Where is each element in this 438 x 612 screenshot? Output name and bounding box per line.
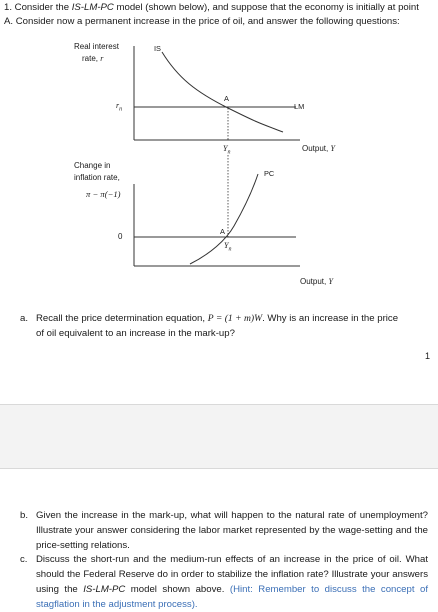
top-point-a-label: A — [224, 94, 229, 103]
bottom-y-axis-label-line1: Change in — [74, 161, 111, 170]
question-b-label: b. — [20, 510, 29, 521]
hint-text: (Hint: Remember to discuss the concept of stagflation in the adjustment process). — [36, 584, 428, 610]
page-number: 1 — [424, 351, 430, 361]
question-c — [20, 552, 428, 612]
bottom-y-axis-label-line2: inflation rate, — [74, 173, 120, 182]
lm-label: LM — [294, 102, 305, 111]
is-lm-pc-diagram — [0, 28, 438, 298]
rn-label: $r_n$ — [116, 101, 123, 113]
question-a-line1: Recall the price determination equation, P = (1 + m)W. Why is an increase in the price — [36, 313, 399, 324]
question-intro-line1: 1. Consider the IS-LM-PC model (shown below), and suppose that the economy is initially at point — [4, 2, 419, 13]
top-x-axis-label: Output, Y — [302, 144, 335, 153]
question-c-text: Discuss the short-run and the medium-run effects of an increase in the price of oil. What should the Federal Reserve do in order to stabilize the inflation rate? Illustrate your answers using the IS-LM-PC model shown above. (Hint: Remember to discuss the concept of stagflation in the adjustment process). — [36, 554, 428, 610]
pc-label: PC — [264, 169, 275, 178]
question-a — [20, 311, 428, 341]
page-break — [0, 404, 438, 469]
is-curve — [162, 52, 283, 132]
model-name: IS-LM-PC — [71, 2, 114, 13]
bottom-x-axis-label: Output, Y — [300, 277, 333, 286]
bottom-y-axis-formula: π − π(−1) — [86, 189, 121, 199]
bottom-point-a-label: A — [220, 227, 225, 236]
top-y-axis-label-line2: rate, r — [82, 54, 104, 63]
zero-label: 0 — [118, 232, 123, 241]
question-b — [20, 508, 428, 553]
question-a-line2: of oil equivalent to an increase in the mark-up? — [36, 328, 235, 339]
top-yn-label: $Y_n$ — [223, 144, 231, 156]
is-label: IS — [154, 44, 161, 53]
diagram-svg — [0, 28, 438, 298]
bottom-yn-label: $Y_n$ — [224, 241, 232, 253]
question-c-label: c. — [20, 554, 28, 565]
question-intro-line2: A. Consider now a permanent increase in the price of oil, and answer the following questions: — [4, 16, 400, 27]
top-y-axis-label-line1: Real interest — [74, 42, 119, 51]
price-equation: P = (1 + m)W — [207, 313, 263, 324]
question-b-text: Given the increase in the mark-up, what will happen to the natural rate of unemployment? Illustrate your answer considering the labor market represented by the wage-setting and the price-setting relations. — [36, 510, 428, 551]
question-a-label: a. — [20, 313, 29, 324]
